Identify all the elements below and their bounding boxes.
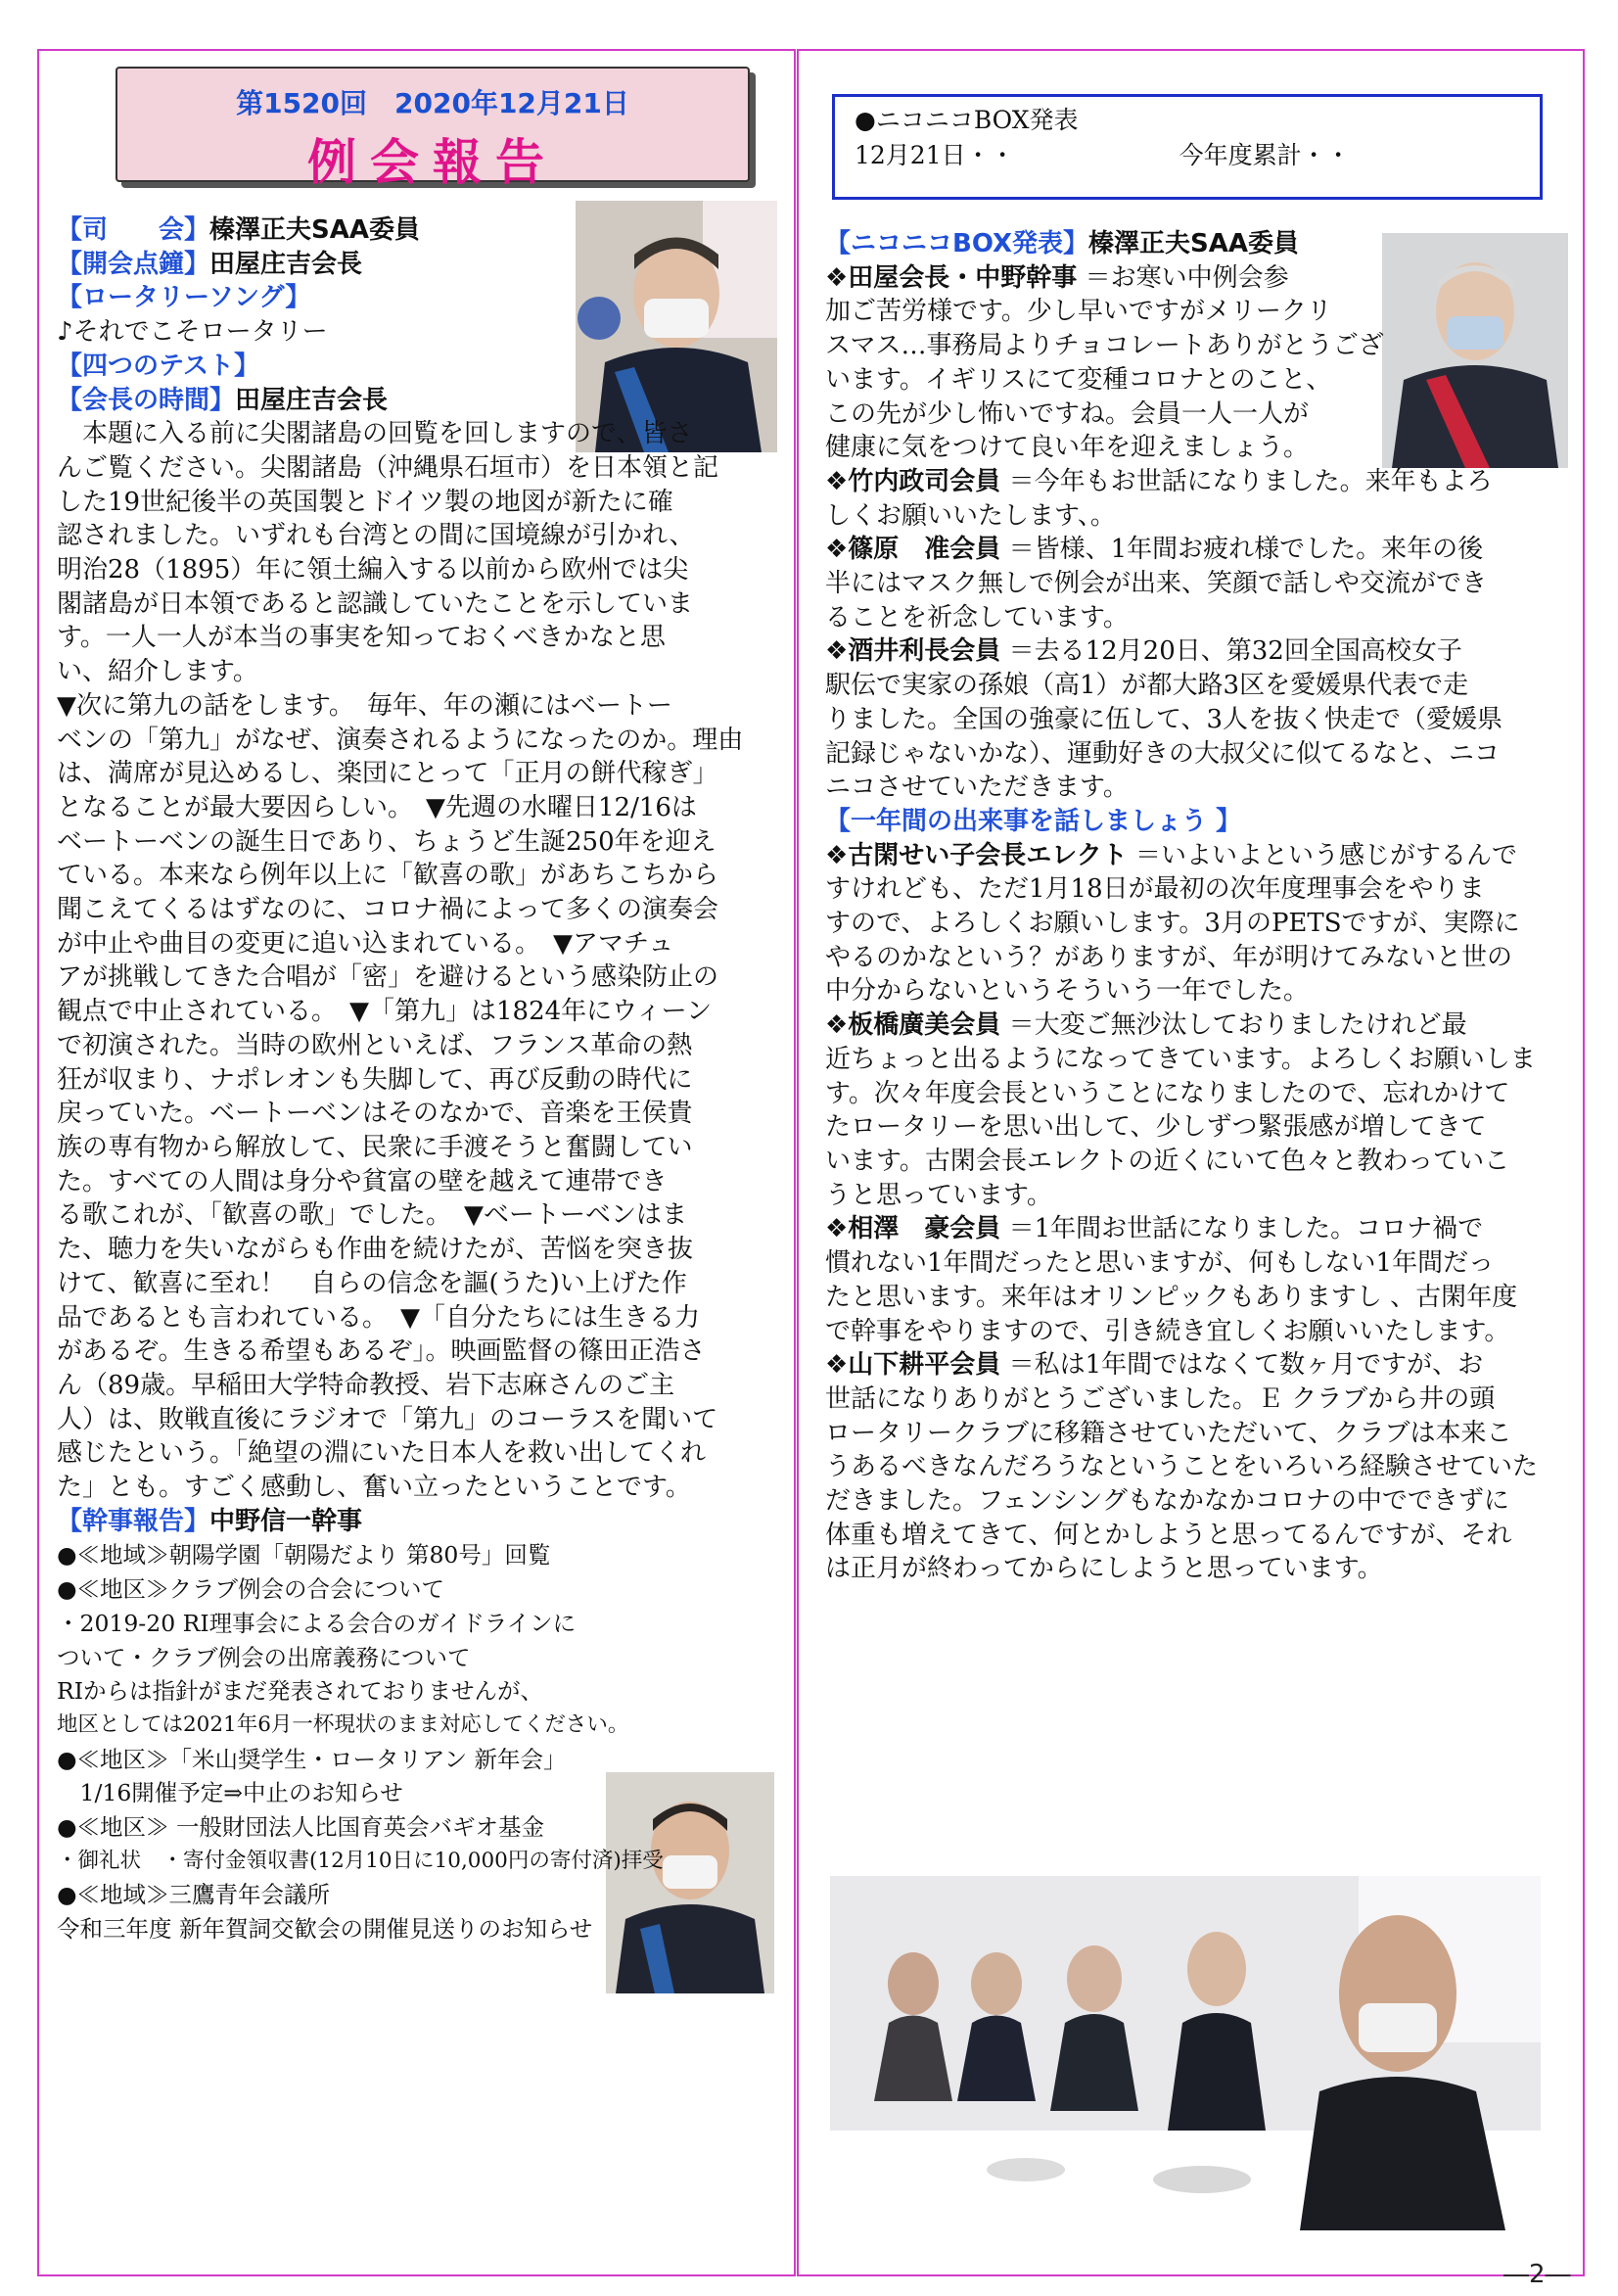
- member-name: ❖古閑せい子会長エレクト: [825, 840, 1128, 870]
- report-line: ・御礼状 ・寄付金領収書(12月10日に10,000円の寄付済)拝受: [57, 1848, 664, 1873]
- year-events-heading: 【一年間の出来事を話しましょう 】: [825, 806, 1242, 836]
- body-line: ベンの「第九」がなぜ、演奏されるようになったのか。理由: [57, 725, 744, 755]
- secretary-report-heading: [57, 1505, 781, 1539]
- body-line: 明治28（1895）年に領土編入する以前から欧州では尖: [57, 555, 689, 586]
- entry-first-line: [825, 1348, 1561, 1382]
- report-line: ●≪地域≫朝陽学園「朝陽だより 第80号」回覧: [57, 1541, 551, 1570]
- entry-line: スマス…事務局よりチョコレートありがとうござ: [825, 331, 1384, 361]
- entry-line: は正月が終わってからにしようと思っています。: [825, 1554, 1383, 1584]
- entry-line: 世話になりありがとうございました。Ｅ クラブから井の頭: [825, 1383, 1496, 1414]
- nico-box-amounts: [855, 138, 1520, 173]
- member-name: ❖田屋会長・中野幹事: [825, 262, 1078, 293]
- body-line: い、紹介します。: [57, 657, 258, 687]
- year-entry: [825, 839, 1561, 1009]
- entry-line: りました。全国の強豪に伍して、3人を抜く快走で（愛媛県: [825, 704, 1503, 734]
- song-title: ♪それでこそロータリー: [57, 317, 328, 348]
- body-line: となることが最大要因らしい。 ▼先週の水曜日12/16は: [57, 792, 697, 822]
- body-line: た、聴力を失いながらも作曲を続けたが、苦悩を突き抜: [57, 1235, 694, 1265]
- right-column: [825, 227, 1561, 1586]
- nico-box-heading: [825, 227, 1561, 261]
- role-label: 【開会点鐘】: [57, 249, 210, 279]
- entry-line: ＝1年間お世話になりました。コロナ禍で: [1000, 1214, 1484, 1244]
- entry-first-line: [825, 1212, 1561, 1246]
- section-label: 【会長の時間】: [57, 385, 236, 415]
- entry-line: この先が少し怖いですね。会員一人一人が: [825, 398, 1310, 429]
- entry-line: 記録じゃないかな）、運動好きの大叔父に似てるなと、ニコ: [825, 738, 1501, 769]
- four-way-test-heading: 【四つのテスト】: [57, 351, 259, 381]
- report-line: ・2019-20 RI理事会による会合のガイドラインに: [57, 1609, 577, 1637]
- body-line: ▼次に第九の話をします。 毎年、年の瀬にはベートー: [57, 690, 672, 721]
- entry-line: います。古閑会長エレクトの近くにいて色々と教わっていこ: [825, 1146, 1510, 1176]
- body-line: ん（89歳。早稲田大学特命教授、岩下志麻さんのご主: [57, 1370, 675, 1400]
- member-name: ❖竹内政司会員: [825, 466, 1001, 496]
- body-line: 観点で中止されている。 ▼「第九」は1824年にウィーン: [57, 997, 713, 1027]
- presidents-time-body: [57, 417, 781, 1505]
- page-number: ―2―: [1503, 2260, 1571, 2289]
- body-line: た」とも。すごく感動し、奮い立ったということです。: [57, 1473, 691, 1503]
- member-name: ❖板橋廣美会員: [825, 1010, 1001, 1041]
- entry-line: うと思っています。: [825, 1180, 1052, 1210]
- entry-line: 近ちょっと出るようになってきています。よろしくお願いしま: [825, 1044, 1536, 1074]
- year-entry: [825, 1212, 1561, 1348]
- entry-line: うあるべきなんだろうなということをいろいろ経験させていた: [825, 1452, 1539, 1482]
- body-line: は、満席が見込めるし、楽団にとって「正月の餅代稼ぎ」: [57, 759, 718, 789]
- section-person: 榛澤正夫SAA委員: [1088, 229, 1300, 258]
- body-line: 品であるとも言われている。 ▼「自分たちには生きる力: [57, 1302, 700, 1333]
- body-line: けて、歓喜に至れ！ 自らの信念を謳(うた)い上げた作: [57, 1268, 687, 1298]
- entry-line: ＝皆様、1年間お疲れ様でした。来年の後: [1000, 535, 1484, 565]
- entry-first-line: [825, 465, 1561, 499]
- body-line: す。一人一人が本当の事実を知っておくべきかなと思: [57, 623, 666, 653]
- body-line: た。すべての人間は身分や貧富の壁を越えて連帯でき: [57, 1166, 668, 1196]
- body-line: 認されました。いずれも台湾との間に国境線が引かれ、: [57, 521, 695, 551]
- today-amount-label: 12月21日・・: [855, 141, 1015, 169]
- entry-line: だきました。フェンシングもなかなかコロナの中でできずに: [825, 1486, 1509, 1517]
- entry-line: ロータリークラブに移籍させていただいて、クラブは本来こ: [825, 1418, 1512, 1448]
- report-line: ●≪地区≫ 一般財団法人比国育英会バギオ基金: [57, 1813, 544, 1842]
- entry-line: たと思います。来年はオリンピックもありますし 、古閑年度: [825, 1282, 1518, 1312]
- entry-line: ＝いよいよという感じがするんで: [1127, 840, 1518, 870]
- member-name: ❖山下耕平会員: [825, 1350, 1001, 1381]
- member-name: ❖相澤 豪会員: [825, 1214, 1001, 1244]
- body-line: があるぞ。生きる希望もあるぞ」。映画監督の篠田正浩さ: [57, 1336, 706, 1367]
- entry-line: で幹事をやりますので、引き続き宜しくお願いいたします。: [825, 1316, 1510, 1346]
- body-line: ている。本来なら例年以上に「歓喜の歌」があちこちから: [57, 861, 719, 891]
- body-line: 聞こえてくるはずなのに、コロナ禍によって多くの演奏会: [57, 895, 719, 925]
- role-opening-bell: [57, 248, 781, 282]
- year-entry: [825, 1348, 1561, 1586]
- year-entry: [825, 1008, 1561, 1212]
- meeting-photo: [830, 1876, 1541, 2230]
- entry-line: すけれども、ただ1月18日が最初の次年度理事会をやりま: [825, 874, 1485, 905]
- body-line: 本題に入る前に尖閣諸島の回覧を回しますので、皆さ: [57, 419, 693, 449]
- member-name: ❖酒井利長会員: [825, 636, 1001, 667]
- role-label: 【ロータリーソング】: [57, 283, 311, 313]
- nico-entry: [825, 465, 1561, 533]
- entry-line: 慣れない1年間だったと思いますが、何もしない1年間だっ: [825, 1248, 1495, 1279]
- entry-line: ＝去る12月20日、第32回全国高校女子: [1000, 636, 1462, 667]
- body-line: 人）は、敗戦直後にラジオで「第九」のコーラスを聞いて: [57, 1404, 718, 1434]
- section-label: 【ニコニコBOX発表】: [825, 229, 1089, 258]
- entry-first-line: [825, 839, 1561, 873]
- entry-line: ＝大変ご無沙汰しておりましたけれど最: [1000, 1010, 1467, 1041]
- body-line: ベートーベンの誕生日であり、ちょうど生誕250年を迎え: [57, 826, 717, 857]
- body-line: んご覧ください。尖閣諸島（沖縄県石垣市）を日本領と記: [57, 452, 719, 483]
- report-line: ●≪地区≫「米山奨学生・ロータリアン 新年会」: [57, 1745, 567, 1773]
- entry-line: すので、よろしくお願いします。3月のPETSですが、実際に: [825, 909, 1520, 939]
- body-line: る歌これが、「歓喜の歌」でした。 ▼ベートーベンはま: [57, 1200, 687, 1231]
- entry-line: ることを祈念しています。: [825, 602, 1129, 633]
- entry-line: 体重も増えてきて、何とかしようと思ってるんですが、それ: [825, 1520, 1512, 1550]
- nico-entry: [825, 533, 1561, 634]
- body-line: 族の専有物から解放して、民衆に手渡そうと奮闘してい: [57, 1132, 693, 1162]
- body-line: で初演された。当時の欧州といえば、フランス革命の熱: [57, 1030, 693, 1060]
- report-line: 1/16開催予定⇒中止のお知らせ: [57, 1779, 403, 1807]
- report-line: ●≪地域≫三鷹青年会議所: [57, 1881, 331, 1909]
- secretary-report-body: [57, 1538, 781, 1945]
- role-person: 田屋庄吉会長: [209, 249, 363, 279]
- entry-line: ＝私は1年間ではなくて数ヶ月ですが、お: [1000, 1350, 1484, 1381]
- entry-first-line: [825, 1008, 1561, 1043]
- body-line: 感じたという。「絶望の淵にいた日本人を救い出してくれ: [57, 1438, 707, 1469]
- nico-box-title: ●ニコニコBOX発表: [855, 106, 1079, 134]
- body-line: 閣諸島が日本領であると認識していたことを示していま: [57, 588, 694, 619]
- cumulative-amount-label: 今年度累計・・: [1179, 141, 1351, 169]
- nico-entry: [825, 634, 1561, 805]
- entry-line: 半にはマスク無しで例会が出来、笑顔で話しや交流ができ: [825, 569, 1488, 599]
- body-line: アが挑戦してきた合唱が「密」を避けるという感染防止の: [57, 962, 719, 993]
- body-line: した19世紀後半の英国製とドイツ製の地図が新たに確: [57, 487, 673, 517]
- report-line: ●≪地区≫クラブ例会の合会について: [57, 1575, 445, 1604]
- entry-line: ＝今年もお世話になりました。来年もよろ: [1000, 466, 1493, 496]
- report-line: RIからは指針がまだ発表されておりませんが、: [57, 1677, 543, 1706]
- role-rotary-song: [57, 281, 781, 315]
- nico-box-summary: [832, 94, 1543, 200]
- role-person: 榛澤正夫SAA委員: [209, 215, 420, 245]
- left-column: [57, 213, 781, 1946]
- section-person: 中野信一幹事: [209, 1506, 363, 1536]
- entry-line: たロータリーを思い出して、少しずつ緊張感が増してきて: [825, 1112, 1487, 1143]
- entry-first-line: [825, 261, 1561, 296]
- entry-first-line: [825, 533, 1561, 567]
- body-line: 狂が収まり、ナポレオンも失脚して、再び反動の時代に: [57, 1064, 693, 1095]
- entry-line: ＝お寒い中例会参: [1077, 262, 1289, 293]
- page-title: 例会報告: [307, 134, 558, 191]
- presidents-time-heading: [57, 384, 781, 418]
- report-line: ついて・クラブ例会の出席義務について: [57, 1643, 471, 1671]
- member-name: ❖篠原 准会員: [825, 535, 1001, 565]
- entry-line: ニコさせていただきます。: [825, 773, 1129, 803]
- nico-entry: [825, 261, 1561, 465]
- role-label: 【司 会】: [57, 215, 210, 245]
- role-emcee: [57, 213, 781, 248]
- entry-line: やるのかなという？がありますが、年が明けてみないと世の: [825, 942, 1513, 972]
- entry-line: 駅伝で実家の孫娘（高1）が都大路3区を愛媛県代表で走: [825, 671, 1469, 701]
- entry-line: しくお願いいたします、。: [825, 500, 1116, 531]
- report-line: 令和三年度 新年賀詞交歓会の開催見送りのお知らせ: [57, 1915, 593, 1944]
- section-label: 【幹事報告】: [57, 1506, 210, 1536]
- report-line: 地区としては2021年6月一杯現状のまま対応してください。: [57, 1711, 629, 1737]
- entry-first-line: [825, 634, 1561, 669]
- entry-line: す。次々年度会長ということになりましたので、忘れかけて: [825, 1078, 1510, 1108]
- body-line: が中止や曲目の変更に追い込まれている。 ▼アマチュ: [57, 928, 674, 959]
- entry-line: 健康に気をつけて良い年を迎えましょう。: [825, 433, 1310, 463]
- body-line: 戻っていた。ベートーベンはそのなかで、音楽を王侯貴: [57, 1099, 693, 1129]
- section-person: 田屋庄吉会長: [235, 385, 389, 415]
- entry-line: います。イギリスにて変種コロナとのこと、: [825, 364, 1332, 395]
- entry-line: 加ご苦労様です。少し早いですがメリークリ: [825, 297, 1332, 327]
- meeting-number-date: 第1520回 2020年12月21日: [236, 87, 629, 119]
- report-title-box: [116, 67, 750, 191]
- entry-line: 中分からないというそういう一年でした。: [825, 976, 1310, 1007]
